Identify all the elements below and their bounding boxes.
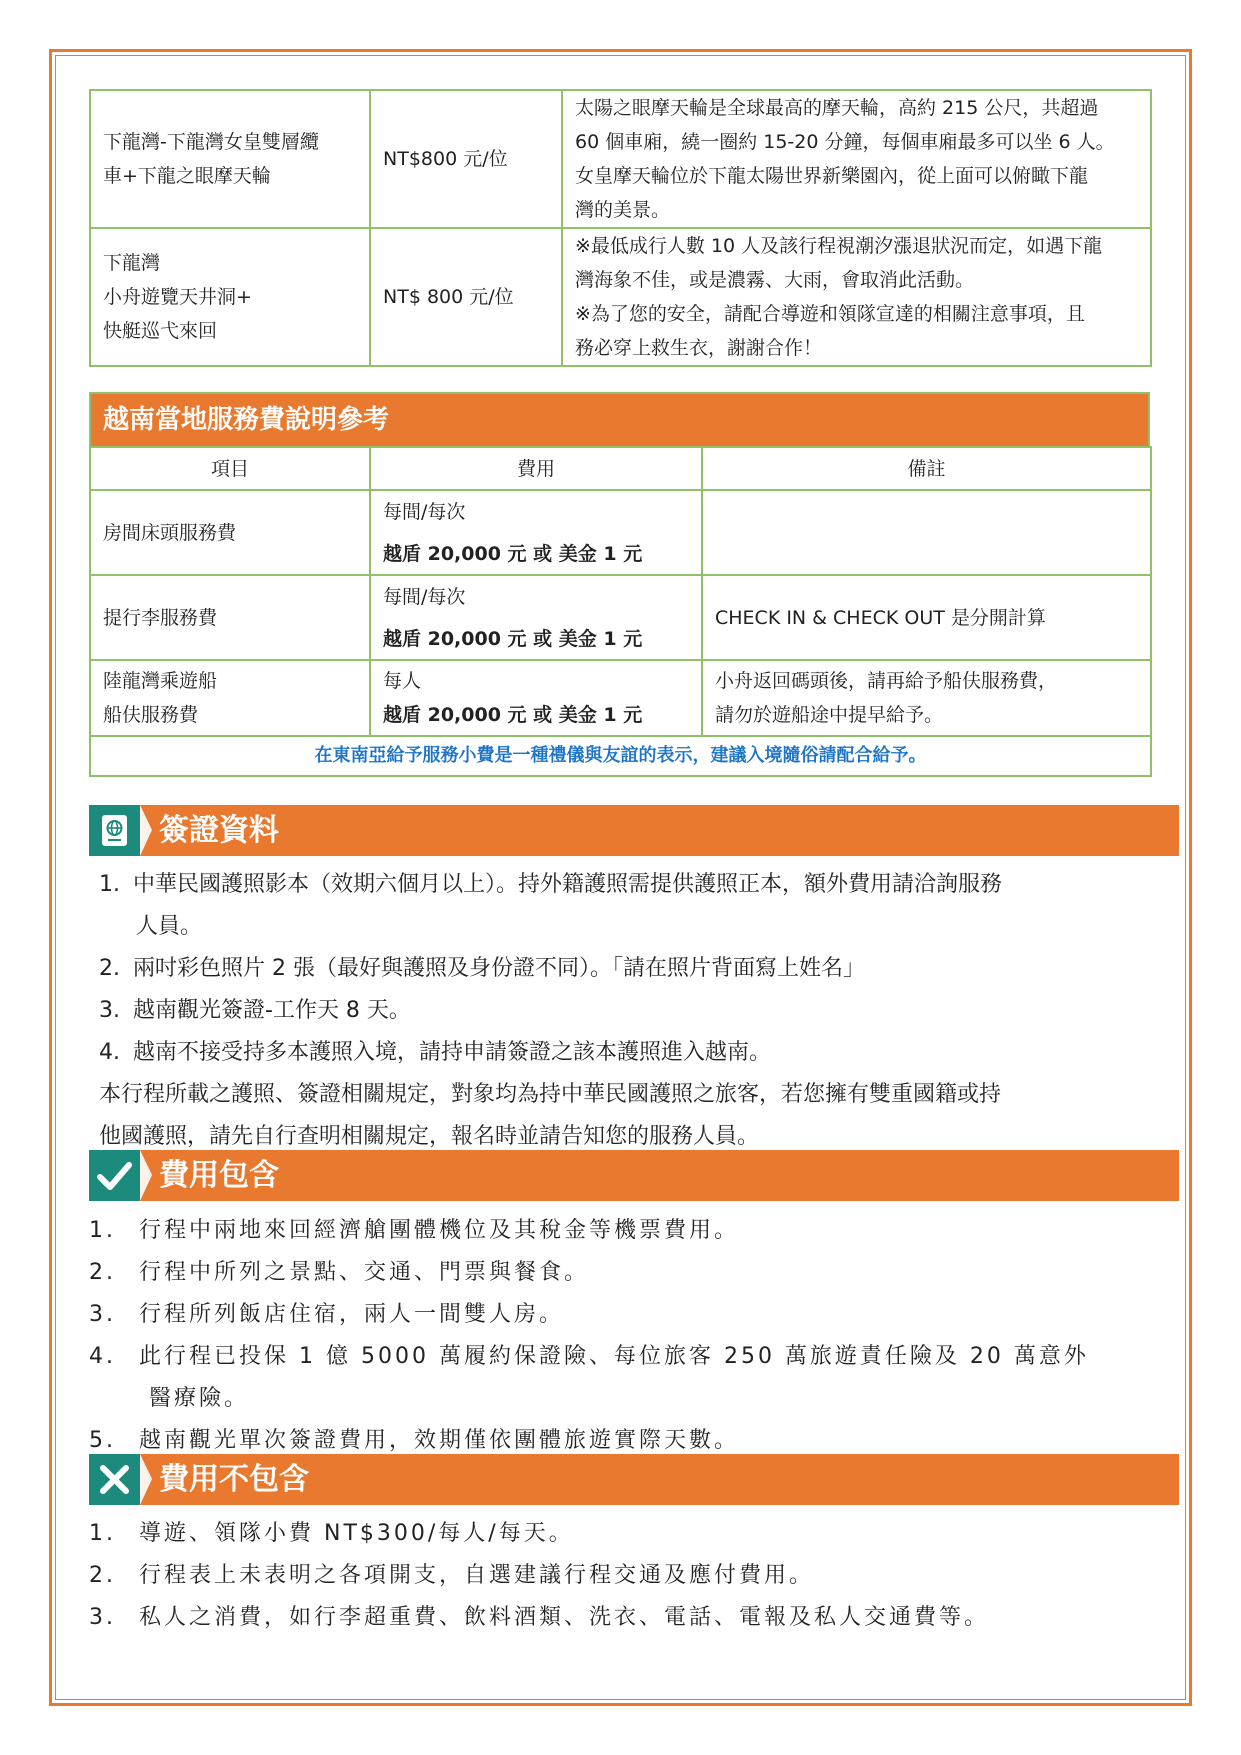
list-number: 4.: [89, 1344, 116, 1369]
tour-desc-cell: [562, 228, 1151, 366]
fee-note-cell: CHECK IN & CHECK OUT 是分開計算: [702, 575, 1151, 660]
visa-note-line: 本行程所載之護照、簽證相關規定，對象均為持中華民國護照之旅客，若您擁有雙重國籍或持: [99, 1082, 1002, 1107]
list-number: 2.: [89, 1563, 116, 1588]
visa-list: [89, 864, 1149, 1158]
service-fee-section: [89, 392, 1150, 777]
list-number: 3.: [89, 1302, 116, 1327]
service-fee-table: [89, 446, 1152, 777]
tour-desc-line: 太陽之眼摩天輪是全球最高的摩天輪，高約 215 公尺，共超過: [575, 97, 1099, 119]
list-number: 2.: [99, 956, 120, 981]
list-item: [89, 1210, 1149, 1252]
fee-note-line: 請勿於遊船途中提早給予。: [715, 704, 944, 726]
list-number: 2.: [89, 1260, 116, 1285]
tour-name-line: 下龍灣-下龍灣女皇雙層纜: [103, 131, 319, 153]
list-text: 中華民國護照影本（效期六個月以上）。持外籍護照需提供護照正本，額外費用請洽詢服務: [133, 872, 1003, 897]
list-item: [89, 990, 1149, 1032]
checkmark-icon: [89, 1150, 140, 1201]
service-fee-title: 越南當地服務費說明參考: [89, 392, 1150, 446]
list-text: 醫療險。: [149, 1386, 250, 1411]
header-arrow-decoration: [140, 805, 152, 856]
list-item: [89, 948, 1149, 990]
table-row: [90, 90, 1151, 228]
tour-name-line: 快艇巡弋來回: [103, 320, 218, 342]
list-text: 越南觀光簽證-工作天 8 天。: [133, 998, 411, 1023]
fee-amount: 越盾 20,000 元 或 美金 1 元: [383, 704, 643, 726]
list-number: 1.: [99, 872, 120, 897]
list-text: 行程中所列之景點、交通、門票與餐食。: [139, 1260, 590, 1285]
list-text: 私人之消費，如行李超重費、飲料酒類、洗衣、電話、電報及私人交通費等。: [139, 1605, 990, 1630]
passport-globe-icon: [89, 805, 140, 856]
list-number: 1.: [89, 1521, 116, 1546]
list-item: [89, 1252, 1149, 1294]
list-number: 4.: [99, 1040, 120, 1065]
table-row: [90, 228, 1151, 366]
tour-price-cell: NT$800 元/位: [370, 90, 562, 228]
list-text: 越南觀光單次簽證費用，效期僅依團體旅遊實際天數。: [139, 1428, 740, 1453]
list-text: 行程中兩地來回經濟艙團體機位及其稅金等機票費用。: [139, 1218, 740, 1243]
list-text: 越南不接受持多本護照入境，請持申請簽證之該本護照進入越南。: [133, 1040, 772, 1065]
tour-desc-line: 務必穿上救生衣，謝謝合作！: [575, 337, 823, 359]
list-item: [89, 1597, 1149, 1639]
fee-cost-cell: [370, 575, 702, 660]
tour-desc-line: 女皇摩天輪位於下龍太陽世界新樂園內，從上面可以俯瞰下龍: [575, 165, 1089, 187]
header-arrow-decoration: [140, 1150, 152, 1201]
list-number: 1.: [89, 1218, 116, 1243]
list-text: 兩吋彩色照片 2 張（最好與護照及身份證不同）。「請在照片背面寫上姓名」: [133, 956, 865, 981]
table-footer-row: [90, 736, 1151, 776]
list-item: [89, 1294, 1149, 1336]
fee-item-line: 陸龍灣乘遊船: [103, 670, 218, 692]
fee-item-cell: [90, 660, 370, 736]
fee-unit: 每間/每次: [383, 500, 466, 523]
visa-section-title: 簽證資料: [159, 813, 279, 848]
tour-name-line: 下龍灣: [103, 252, 161, 274]
tipping-note: 在東南亞給予服務小費是一種禮儀與友誼的表示，建議入境隨俗請配合給予。: [90, 736, 1151, 776]
list-item: [89, 1032, 1149, 1074]
table-header-row: [90, 447, 1151, 490]
visa-note-line: 他國護照，請先自行查明相關規定，報名時並請告知您的服務人員。: [99, 1124, 760, 1149]
fee-amount: 越盾 20,000 元 或 美金 1 元: [383, 627, 643, 650]
list-item: [89, 1336, 1149, 1420]
tour-name-line: 小舟遊覽天井洞+: [103, 286, 252, 308]
fee-unit: 每間/每次: [383, 585, 466, 608]
tour-desc-line: 灣海象不佳，或是濃霧、大雨，會取消此活動。: [575, 269, 975, 291]
tour-name-cell: [90, 90, 370, 228]
list-item: [89, 864, 1149, 948]
tour-name-cell: [90, 228, 370, 366]
table-row: [90, 575, 1151, 660]
header-cost: 費用: [370, 447, 702, 490]
list-item: [89, 1513, 1149, 1555]
included-list: [89, 1210, 1149, 1462]
visa-section-header: [89, 805, 1179, 856]
list-text: 行程所列飯店住宿，兩人一間雙人房。: [139, 1302, 565, 1327]
header-arrow-decoration: [140, 1454, 152, 1505]
excluded-section-header: [89, 1454, 1179, 1505]
header-note: 備註: [702, 447, 1151, 490]
table-row: [90, 660, 1151, 736]
tour-price-cell: NT$ 800 元/位: [370, 228, 562, 366]
excluded-section-title: 費用不包含: [159, 1462, 309, 1497]
tour-desc-line: ※最低成行人數 10 人及該行程視潮汐漲退狀況而定，如遇下龍: [575, 235, 1103, 257]
header-item: 項目: [90, 447, 370, 490]
list-number: 3.: [89, 1605, 116, 1630]
fee-cost-cell: [370, 490, 702, 575]
list-text: 行程表上未表明之各項開支，自選建議行程交通及應付費用。: [139, 1563, 815, 1588]
fee-item-cell: 提行李服務費: [90, 575, 370, 660]
table-row: [90, 490, 1151, 575]
fee-note-cell: [702, 660, 1151, 736]
tour-desc-line: 60 個車廂，繞一圈約 15-20 分鐘，每個車廂最多可以坐 6 人。: [575, 131, 1115, 153]
list-item: [89, 1555, 1149, 1597]
list-text: 人員。: [136, 914, 203, 939]
tour-desc-line: 灣的美景。: [575, 199, 671, 221]
fee-item-line: 船伕服務費: [103, 704, 199, 726]
fee-amount: 越盾 20,000 元 或 美金 1 元: [383, 542, 643, 565]
fee-item-cell: 房間床頭服務費: [90, 490, 370, 575]
tour-desc-cell: [562, 90, 1151, 228]
fee-note-line: 小舟返回碼頭後，請再給予船伕服務費，: [715, 670, 1058, 692]
optional-tour-table: [89, 89, 1152, 367]
list-text: 此行程已投保 1 億 5000 萬履約保證險、每位旅客 250 萬旅遊責任險及 20 萬意外: [139, 1344, 1089, 1369]
fee-cost-cell: [370, 660, 702, 736]
fee-unit: 每人: [383, 670, 422, 692]
list-number: 5.: [89, 1428, 116, 1453]
list-text: 導遊、領隊小費 NT$300/每人/每天。: [139, 1521, 574, 1546]
tour-desc-line: ※為了您的安全，請配合導遊和領隊宣達的相關注意事項，且: [575, 303, 1085, 325]
included-section-header: [89, 1150, 1179, 1201]
list-number: 3.: [99, 998, 120, 1023]
cross-icon: [89, 1454, 140, 1505]
excluded-list: [89, 1513, 1149, 1639]
included-section-title: 費用包含: [159, 1158, 279, 1193]
fee-note-cell: [702, 490, 1151, 575]
tour-name-line: 車+下龍之眼摩天輪: [103, 165, 271, 187]
